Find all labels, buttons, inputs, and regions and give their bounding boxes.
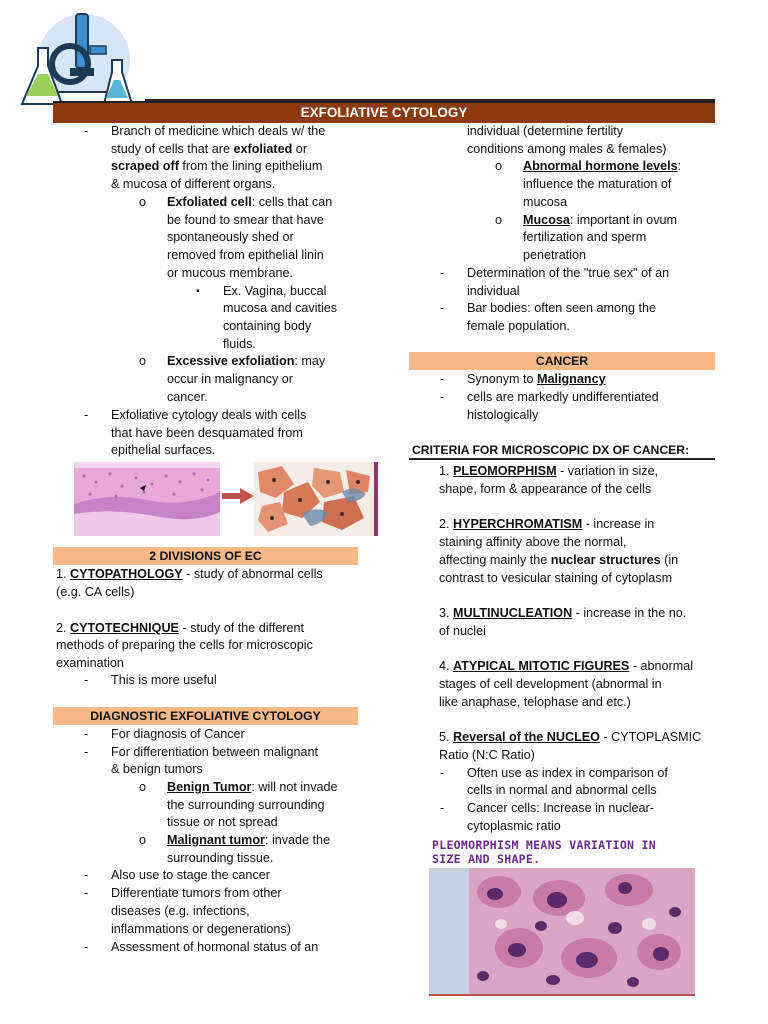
epithelium-histology-image (74, 462, 220, 536)
intro-line-3: scraped off from the lining epithelium (111, 159, 323, 173)
text-line: Assessment of hormonal status of an (111, 940, 319, 954)
intro-line-1: Branch of medicine which deals w/ the (111, 124, 326, 138)
bullet-circle: o (139, 354, 147, 368)
lab-equipment-logo (16, 8, 146, 112)
pleomorphism-caption-line: PLEOMORPHISM MEANS VARIATION IN (432, 838, 656, 852)
divisions-header: 2 DIVISIONS OF EC (53, 547, 358, 565)
text-line: Determination of the "true sex" of an (467, 266, 670, 280)
bullet-dash: - (84, 886, 89, 900)
text-line: that have been desquamated from (111, 426, 303, 440)
malignant-tumor-item: Malignant tumor: invade the (167, 833, 331, 847)
text-line: Exfoliative cytology deals with cells (111, 408, 307, 422)
bullet-dash: - (84, 868, 89, 882)
text-line: fertilization and sperm (523, 230, 647, 244)
diagnostic-header: DIAGNOSTIC EXFOLIATIVE CYTOLOGY (53, 707, 358, 725)
example-line: mucosa and cavities (223, 301, 338, 315)
text-line: diseases (e.g. infections, (111, 904, 250, 918)
bullet-dash: - (440, 390, 445, 404)
text-line: like anaphase, telophase and etc.) (439, 695, 631, 709)
bullet-circle: o (495, 159, 503, 173)
criteria-3: 3. MULTINUCLEATION - increase in the no. (439, 606, 687, 620)
bullet-circle: o (139, 195, 147, 209)
text-line: stages of cell development (abnormal in (439, 677, 662, 691)
bullet-dash: - (84, 673, 89, 687)
text-line: cells are markedly undifferentiated (467, 390, 659, 404)
bullet-dash: - (84, 124, 89, 138)
text-line: Ratio (N:C Ratio) (439, 748, 535, 762)
text-line: occur in malignancy or (167, 372, 293, 386)
bullet-circle: o (495, 213, 503, 227)
bullet-circle: o (139, 833, 147, 847)
text-line: shape, form & appearance of the cells (439, 482, 652, 496)
bullet-dash: - (84, 940, 89, 954)
text-line: mucosa (523, 195, 568, 209)
text-line: spontaneously shed or (167, 230, 294, 244)
division-2: 2. CYTOTECHNIQUE - study of the different (56, 621, 305, 635)
text-line: influence the maturation of (523, 177, 672, 191)
text-line: or mucous membrane. (167, 266, 293, 280)
text-line: Differentiate tumors from other (111, 886, 282, 900)
text-line: affecting mainly the nuclear structures (in (439, 553, 679, 567)
arrow-right-icon (222, 488, 254, 504)
text-line: Often use as index in comparison of (467, 766, 668, 780)
intro-line-4: & mucosa of different organs. (111, 177, 276, 191)
division-1: 1. CYTOPATHOLOGY - study of abnormal cells (56, 567, 323, 581)
text-line: For differentiation between malignant (111, 745, 318, 759)
criteria-1: 1. PLEOMORPHISM - variation in size, (439, 464, 659, 478)
bullet-dash: - (440, 801, 445, 815)
text-line: removed from epithelial linin (167, 248, 324, 262)
text-line: cytoplasmic ratio (467, 819, 561, 833)
text-line: surrounding tissue. (167, 851, 274, 865)
abnormal-hormone-item: Abnormal hormone levels: (523, 159, 682, 173)
text-line: examination (56, 656, 124, 670)
bullet-dash: - (84, 745, 89, 759)
example-line: Ex. Vagina, buccal (223, 284, 327, 298)
exfoliated-cell-item: Exfoliated cell: cells that can (167, 195, 333, 209)
text-line: epithelial surfaces. (111, 443, 216, 457)
bullet-dash: - (440, 766, 445, 780)
text-line: (e.g. CA cells) (56, 585, 135, 599)
text-line: cancer. (167, 390, 208, 404)
cancer-synonym: Synonym to Malignancy (467, 372, 606, 386)
text-line: penetration (523, 248, 587, 262)
text-line: of nuclei (439, 624, 486, 638)
text-line: histologically (467, 408, 539, 422)
bullet-dash: - (440, 372, 445, 386)
exfoliated-cells-image (254, 462, 378, 536)
text-line: Cancer cells: Increase in nuclear- (467, 801, 654, 815)
text-line: female population. (467, 319, 570, 333)
cancer-header: CANCER (409, 352, 715, 370)
criteria-header: CRITERIA FOR MICROSCOPIC DX OF CANCER: (409, 441, 715, 460)
criteria-4: 4. ATYPICAL MITOTIC FIGURES - abnormal (439, 659, 694, 673)
benign-tumor-item: Benign Tumor: will not invade (167, 780, 338, 794)
text-line: methods of preparing the cells for microscopic (56, 638, 313, 652)
text-line: Bar bodies: often seen among the (467, 301, 657, 315)
text-line: staining affinity above the normal, (439, 535, 627, 549)
bullet-square: ▪ (196, 286, 200, 297)
text-line: individual (determine fertility (467, 124, 624, 138)
text-line: cells in normal and abnormal cells (467, 783, 657, 797)
bullet-dash: - (84, 408, 89, 422)
intro-line-2: study of cells that are exfoliated or (111, 142, 308, 156)
text-line: be found to smear that have (167, 213, 324, 227)
criteria-2: 2. HYPERCHROMATISM - increase in (439, 517, 655, 531)
text-line: inflammations or degenerations) (111, 922, 291, 936)
bullet-dash: - (440, 301, 445, 315)
example-line: containing body (223, 319, 312, 333)
mucosa-item: Mucosa: important in ovum (523, 213, 677, 227)
text-line: & benign tumors (111, 762, 203, 776)
text-line: This is more useful (111, 673, 217, 687)
bullet-circle: o (139, 780, 147, 794)
page-title: EXFOLIATIVE CYTOLOGY (53, 101, 715, 123)
text-line: the surrounding surrounding (167, 798, 325, 812)
excessive-exfoliation-item: Excessive exfoliation: may (167, 354, 326, 368)
criteria-5: 5. Reversal of the NUCLEO - CYTOPLASMIC (439, 730, 702, 744)
example-line: fluids. (223, 337, 256, 351)
text-line: For diagnosis of Cancer (111, 727, 245, 741)
pleomorphism-histology-image (429, 868, 695, 996)
bullet-dash: - (440, 266, 445, 280)
pleomorphism-caption-line: SIZE AND SHAPE. (432, 852, 541, 866)
text-line: individual (467, 284, 520, 298)
bullet-dash: - (84, 727, 89, 741)
text-line: tissue or not spread (167, 815, 278, 829)
text-line: contrast to vesicular staining of cytoplasm (439, 571, 673, 585)
text-line: Also use to stage the cancer (111, 868, 270, 882)
text-line: conditions among males & females) (467, 142, 667, 156)
